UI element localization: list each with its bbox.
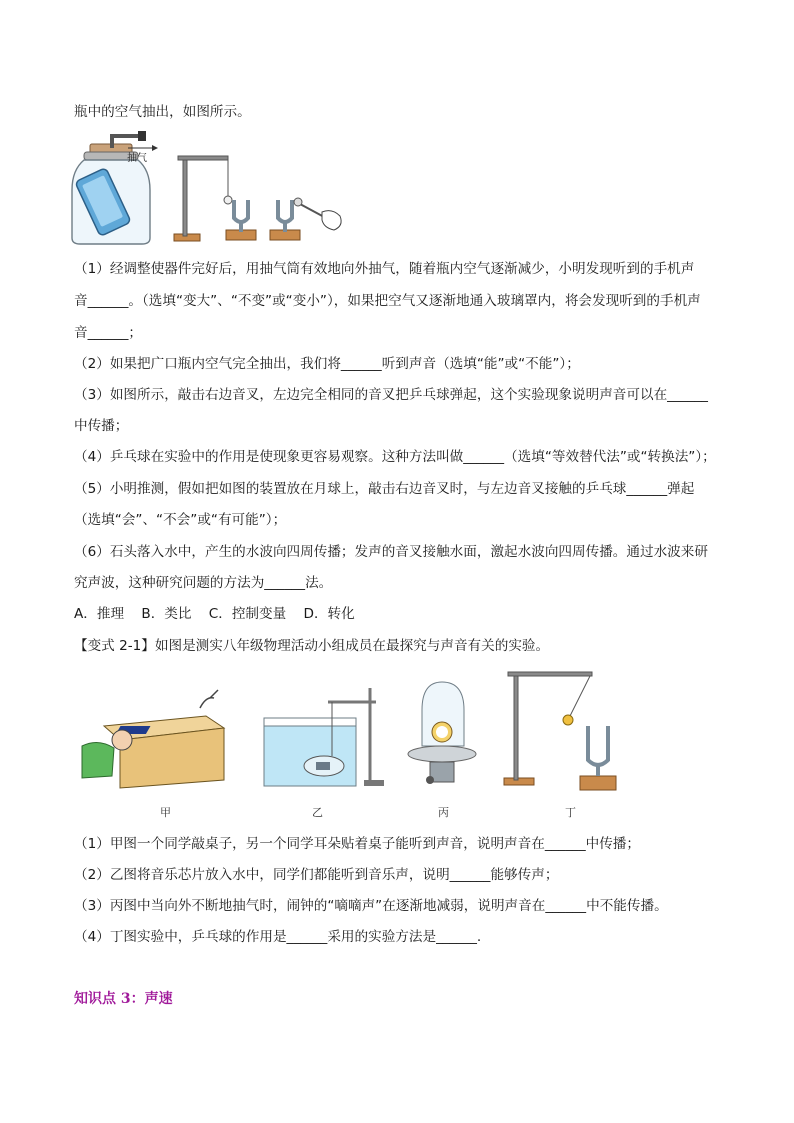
right-tuning-fork-icon <box>270 200 300 240</box>
water-tank-chip-icon <box>264 688 384 786</box>
variant-title: 【变式 2-1】如图是测实八年级物理活动小组成员在最探究与声音有关的实验。 <box>74 638 550 654</box>
question-5-line-1: （5）小明推测，假如把如图的装置放在月球上，敲击右边音叉时，与左边音叉接触的乒乓球______弹起 <box>74 481 695 497</box>
desk-knocking-icon <box>82 690 224 788</box>
variant-question-1: （1）甲图一个同学敲桌子，另一个同学耳朵贴着桌子能听到声音，说明声音在______中传播； <box>74 836 640 852</box>
ping-pong-tuning-fork-icon <box>504 672 616 790</box>
pump-label: 抽气 <box>127 153 147 164</box>
caption-jia: 甲 <box>160 806 171 819</box>
caption-yi: 乙 <box>312 806 323 819</box>
question-4: （4）乒乓球在实验中的作用是使现象更容易观察。这种方法叫做______（选填“等效替代法”或“转换法”）； <box>74 449 716 465</box>
caption-ding: 丁 <box>565 806 576 819</box>
caption-bing: 丙 <box>438 806 449 819</box>
question-6-line-1: （6）石头落入水中，产生的水波向四周传播；发声的音叉接触水面，激起水波向四周传播。通过水波来研 <box>74 544 708 560</box>
question-2: （2）如果把广口瓶内空气完全抽出，我们将______听到声音（选填“能”或“不能”）； <box>74 356 580 372</box>
question-5-line-2: （选填“会”、“不会”或“有可能”）； <box>74 512 287 528</box>
question-1-line-3: 音______； <box>74 325 142 341</box>
question-6-line-2: 究声波，这种研究问题的方法为______法。 <box>74 575 333 591</box>
question-1-line-2: 音______。（选填“变大”、“不变”或“变小”），如果把空气又逐渐地通入玻璃罩内，将会发现听到的手机声 <box>74 293 701 309</box>
intro-text: 瓶中的空气抽出，如图所示。 <box>74 104 251 120</box>
four-experiments-figure <box>70 668 650 800</box>
variant-question-2: （2）乙图将音乐芯片放入水中，同学们都能听到音乐声，说明______能够传声； <box>74 867 559 883</box>
section-heading: 知识点 3：声速 <box>74 991 173 1007</box>
question-3-line-2: 中传播； <box>74 418 129 434</box>
variant-question-3: （3）丙图中当向外不断地抽气时，闹钟的“嘀嘀声”在逐渐地减弱，说明声音在______中不能传播。 <box>74 898 668 914</box>
alarm-clock-bell-jar-icon <box>408 682 476 784</box>
bell-jar-tuning-fork-figure <box>70 130 360 250</box>
question-1-line-1: （1）经调整使器件完好后，用抽气筒有效地向外抽气，随着瓶内空气逐渐减少，小明发现听到的手机声 <box>74 261 695 277</box>
variant-question-4: （4）丁图实验中，乒乓球的作用是______采用的实验方法是______. <box>74 929 482 945</box>
answer-options: A．推理 B．类比 C．控制变量 D．转化 <box>74 606 355 622</box>
question-3-line-1: （3）如图所示，敲击右边音叉，左边完全相同的音叉把乒乓球弹起，这个实验现象说明声音可以在______ <box>74 387 708 403</box>
stand-icon <box>174 156 232 241</box>
left-tuning-fork-icon <box>226 200 256 240</box>
hand-with-mallet-icon <box>294 198 341 230</box>
